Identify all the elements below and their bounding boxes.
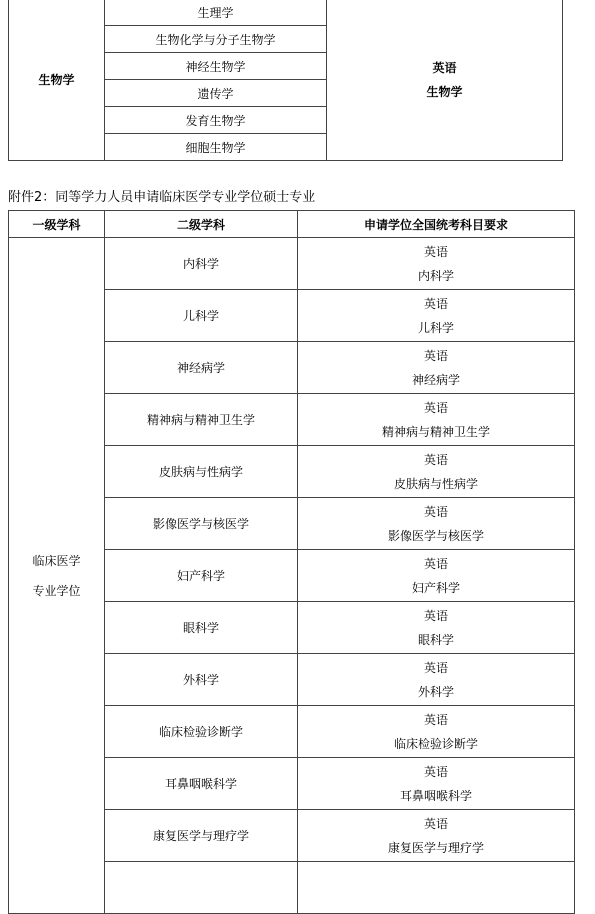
requirement-line: 英语 [432, 60, 457, 75]
requirement-line: 内科学 [417, 268, 454, 283]
first-subject-line: 临床医学 [32, 553, 81, 568]
requirement-cell [298, 394, 575, 446]
second-subject-cell: 临床检验诊断学 [105, 706, 298, 758]
requirement-line: 儿科学 [417, 320, 454, 335]
requirement-line: 英语 [423, 296, 448, 311]
second-subject-cell: 神经生物学 [105, 53, 327, 80]
second-subject-cell: 外科学 [105, 654, 298, 706]
requirement-line: 英语 [423, 348, 448, 363]
requirement-cell [298, 290, 575, 342]
header-first-subject: 一级学科 [9, 211, 105, 238]
second-subject-cell: 皮肤病与性病学 [105, 446, 298, 498]
biology-table [8, 0, 563, 161]
requirement-cell [298, 810, 575, 862]
second-subject-cell: 发育生物学 [105, 107, 327, 134]
requirement-line: 英语 [423, 556, 448, 571]
requirement-line: 精神病与精神卫生学 [381, 424, 490, 439]
second-subject-cell: 影像医学与核医学 [105, 498, 298, 550]
second-subject-cell: 妇产科学 [105, 550, 298, 602]
second-subject-cell: 耳鼻咽喉科学 [105, 758, 298, 810]
requirement-cell [298, 498, 575, 550]
requirement-cell [298, 342, 575, 394]
requirement-line: 英语 [423, 244, 448, 259]
header-requirements: 申请学位全国统考科目要求 [298, 211, 575, 238]
second-subject-cell: 康复医学与理疗学 [105, 810, 298, 862]
requirement-line: 妇产科学 [411, 580, 460, 595]
requirement-line: 英语 [423, 400, 448, 415]
second-subject-cell: 生物化学与分子生物学 [105, 26, 327, 53]
requirement-line: 生物学 [426, 84, 463, 99]
requirement-line: 影像医学与核医学 [387, 528, 484, 543]
second-subject-cell: 内科学 [105, 238, 298, 290]
requirement-line: 耳鼻咽喉科学 [399, 788, 472, 803]
clinical-medicine-table [8, 210, 575, 914]
requirement-cell [298, 446, 575, 498]
second-subject-cell: 遗传学 [105, 80, 327, 107]
requirement-line: 眼科学 [417, 632, 454, 647]
first-subject-cell: 生物学 [9, 0, 105, 161]
second-subject-cell [105, 862, 298, 914]
requirement-line: 临床检验诊断学 [393, 736, 478, 751]
requirement-line: 英语 [423, 660, 448, 675]
requirement-cell [298, 706, 575, 758]
requirement-cell [298, 654, 575, 706]
requirement-cell [298, 238, 575, 290]
second-subject-cell: 儿科学 [105, 290, 298, 342]
requirement-line: 康复医学与理疗学 [387, 840, 484, 855]
attachment-caption: 附件2：同等学力人员申请临床医学专业学位硕士专业 [8, 190, 316, 205]
requirement-line: 英语 [423, 764, 448, 779]
second-subject-cell: 生理学 [105, 0, 327, 26]
requirement-cell [327, 0, 563, 161]
second-subject-cell: 细胞生物学 [105, 134, 327, 161]
requirement-line: 神经病学 [411, 372, 460, 387]
requirement-line: 英语 [423, 816, 448, 831]
second-subject-cell: 眼科学 [105, 602, 298, 654]
requirement-line: 英语 [423, 608, 448, 623]
first-subject-line: 专业学位 [32, 583, 81, 598]
requirement-cell [298, 602, 575, 654]
requirement-cell [298, 862, 575, 914]
first-subject-cell [9, 238, 105, 914]
table-row [9, 238, 575, 290]
requirement-line: 外科学 [417, 684, 454, 699]
requirement-line: 英语 [423, 712, 448, 727]
requirement-cell [298, 758, 575, 810]
requirement-cell [298, 550, 575, 602]
requirement-line: 皮肤病与性病学 [393, 476, 478, 491]
header-second-subject: 二级学科 [105, 211, 298, 238]
requirement-line: 英语 [423, 452, 448, 467]
second-subject-cell: 精神病与精神卫生学 [105, 394, 298, 446]
table-header-row [9, 211, 575, 238]
second-subject-cell: 神经病学 [105, 342, 298, 394]
requirement-line: 英语 [423, 504, 448, 519]
